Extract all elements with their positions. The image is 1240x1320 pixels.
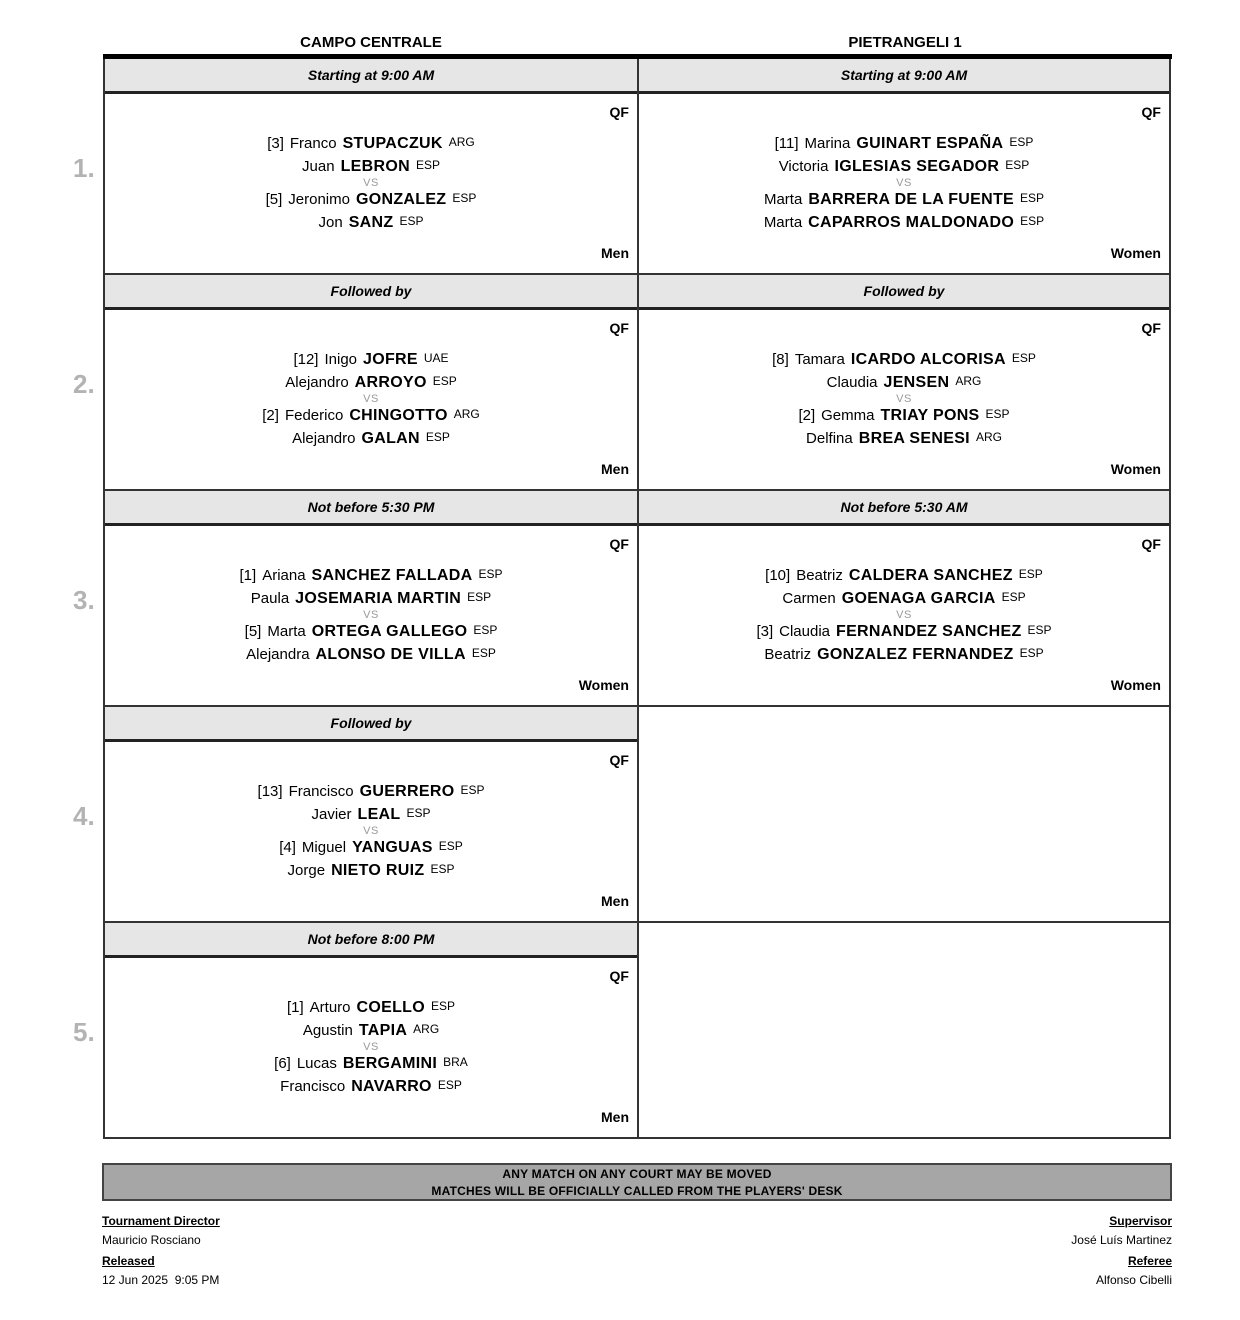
players (639, 132, 1169, 234)
round-label: QF (609, 968, 629, 984)
nationality: ESP (437, 1078, 462, 1092)
seed: [2] (798, 407, 816, 424)
round-label: QF (1141, 104, 1161, 120)
player (105, 1075, 637, 1098)
player (639, 211, 1169, 234)
schedule-row (73, 923, 1172, 1139)
last-name: COELLO (356, 999, 425, 1016)
first-name: Tamara (794, 351, 845, 368)
players (105, 132, 637, 234)
seed: [10] (765, 567, 791, 584)
court-header-pietrangeli-1: PIETRANGELI 1 (848, 34, 962, 51)
nationality: ARG (955, 374, 982, 388)
nationality: ESP (452, 191, 477, 205)
nationality: ESP (473, 623, 498, 637)
category-label: Men (601, 893, 629, 909)
player (105, 780, 637, 803)
last-name: BREA SENESI (858, 430, 970, 447)
player (105, 803, 637, 826)
first-name: Franco (289, 135, 337, 152)
match-time: Not before 5:30 PM (105, 491, 637, 526)
first-name: Marta (763, 214, 803, 231)
seed: [11] (774, 135, 799, 152)
nationality: ESP (1009, 135, 1034, 149)
match-cell (103, 491, 637, 707)
seed: [13] (257, 783, 283, 800)
nationality: ESP (406, 806, 431, 820)
first-name: Alejandro (285, 374, 349, 391)
player (639, 404, 1169, 427)
first-name: Francisco (280, 1078, 346, 1095)
first-name: Beatriz (764, 646, 812, 663)
vs-label: VS (896, 393, 912, 405)
first-name: Claudia (779, 623, 830, 640)
player (105, 155, 637, 178)
match-time: Not before 8:00 PM (105, 923, 637, 958)
nationality: ESP (430, 862, 455, 876)
first-name: Carmen (782, 590, 836, 607)
schedule-row (73, 491, 1172, 707)
match-cell (637, 275, 1171, 491)
match-body (105, 958, 637, 1139)
last-name: LEAL (357, 806, 401, 823)
released-timestamp: 12 Jun 2025 9:05 PM (102, 1273, 220, 1287)
seed: [3] (756, 623, 774, 640)
last-name: SANCHEZ FALLADA (311, 567, 473, 584)
empty-cell (637, 707, 1171, 923)
last-name: STUPACZUK (342, 135, 443, 152)
nationality: ARG (975, 430, 1002, 444)
seed: [5] (265, 191, 283, 208)
last-name: LEBRON (340, 158, 410, 175)
players (639, 564, 1169, 666)
player (639, 371, 1169, 394)
match-body (105, 742, 637, 923)
match-body (639, 94, 1169, 275)
category-label: Men (601, 245, 629, 261)
player (105, 859, 637, 882)
last-name: FERNANDEZ SANCHEZ (836, 623, 1022, 640)
match-body (105, 526, 637, 707)
round-label: QF (1141, 536, 1161, 552)
officials-right (1071, 1213, 1172, 1293)
seed: [1] (239, 567, 257, 584)
nationality: ESP (1018, 567, 1043, 581)
vs-label: VS (896, 609, 912, 621)
vs-label: VS (363, 825, 379, 837)
last-name: GUERRERO (359, 783, 455, 800)
player (105, 404, 637, 427)
first-name: Francisco (288, 783, 354, 800)
first-name: Alejandro (292, 430, 356, 447)
last-name: ALONSO DE VILLA (315, 646, 466, 663)
player (105, 188, 637, 211)
seed: [4] (279, 839, 296, 856)
match-body (105, 310, 637, 491)
first-name: Jeronimo (288, 191, 350, 208)
schedule-row (73, 59, 1172, 275)
notice-line-1: ANY MATCH ON ANY COURT MAY BE MOVED (502, 1167, 772, 1181)
round-label: QF (609, 752, 629, 768)
match-cell (103, 707, 637, 923)
player (639, 188, 1169, 211)
players (639, 348, 1169, 450)
nationality: ESP (415, 158, 440, 172)
player (105, 836, 637, 859)
first-name: Miguel (301, 839, 347, 856)
court-header-campo-centrale: CAMPO CENTRALE (300, 34, 442, 51)
row-number: 3. (73, 585, 95, 615)
player (105, 587, 637, 610)
first-name: Jon (318, 214, 343, 231)
match-time: Followed by (105, 707, 637, 742)
player (639, 155, 1169, 178)
player (105, 211, 637, 234)
first-name: Beatriz (796, 567, 843, 584)
vs-label: VS (363, 177, 379, 189)
player (105, 371, 637, 394)
empty-cell (637, 923, 1171, 1139)
last-name: GALAN (361, 430, 420, 447)
order-of-play-grid (73, 59, 1172, 1139)
seed: [8] (772, 351, 789, 368)
first-name: Claudia (826, 374, 878, 391)
last-name: ICARDO ALCORISA (850, 351, 1006, 368)
first-name: Arturo (309, 999, 351, 1016)
first-name: Alejandra (246, 646, 310, 663)
player (105, 564, 637, 587)
player (639, 587, 1169, 610)
schedule-row (73, 275, 1172, 491)
last-name: NIETO RUIZ (331, 862, 425, 879)
category-label: Men (601, 461, 629, 477)
nationality: ESP (431, 999, 456, 1013)
player (105, 1019, 637, 1042)
nationality: ESP (985, 407, 1010, 421)
last-name: TRIAY PONS (880, 407, 980, 424)
referee-label: Referee (1127, 1254, 1172, 1268)
nationality: BRA (443, 1055, 468, 1069)
nationality: ESP (1020, 191, 1045, 205)
row-number: 1. (73, 153, 95, 183)
player (105, 996, 637, 1019)
nationality: ARG (448, 135, 475, 149)
player (639, 564, 1169, 587)
nationality: ESP (1027, 623, 1052, 637)
nationality: ESP (425, 430, 450, 444)
last-name: IGLESIAS SEGADOR (834, 158, 1000, 175)
released-label: Released (102, 1254, 155, 1268)
last-name: BARRERA DE LA FUENTE (808, 191, 1015, 208)
match-cell (103, 923, 637, 1139)
nationality: ESP (1019, 646, 1044, 660)
match-body (639, 310, 1169, 491)
notice-line-2: MATCHES WILL BE OFFICIALLY CALLED FROM THE PLAYERS' DESK (431, 1184, 843, 1198)
nationality: ARG (413, 1022, 440, 1036)
nationality: ESP (1001, 590, 1026, 604)
last-name: CALDERA SANCHEZ (848, 567, 1013, 584)
last-name: SANZ (348, 214, 394, 231)
first-name: Victoria (778, 158, 829, 175)
seed: [1] (286, 999, 304, 1016)
category-label: Women (1110, 677, 1161, 693)
match-body (639, 526, 1169, 707)
match-time: Starting at 9:00 AM (639, 59, 1169, 94)
player (639, 620, 1169, 643)
seed: [2] (262, 407, 279, 424)
last-name: TAPIA (358, 1022, 408, 1039)
round-label: QF (1141, 320, 1161, 336)
row-number: 2. (73, 369, 95, 399)
round-label: QF (609, 536, 629, 552)
nationality: ESP (1005, 158, 1030, 172)
vs-label: VS (363, 1041, 379, 1053)
player (105, 643, 637, 666)
match-cell (103, 275, 637, 491)
last-name: CAPARROS MALDONADO (808, 214, 1015, 231)
last-name: ORTEGA GALLEGO (311, 623, 468, 640)
seed: [12] (293, 351, 319, 368)
category-label: Men (601, 1109, 629, 1125)
nationality: ESP (438, 839, 463, 853)
row-number: 5. (73, 1017, 95, 1047)
player (105, 1052, 637, 1075)
seed: [6] (274, 1055, 291, 1072)
first-name: Paula (250, 590, 290, 607)
notice-banner (102, 1163, 1172, 1201)
last-name: GONZALEZ FERNANDEZ (817, 646, 1014, 663)
first-name: Delfina (806, 430, 853, 447)
supervisor-name: José Luís Martinez (1071, 1233, 1172, 1247)
nationality: ESP (432, 374, 457, 388)
nationality: ESP (478, 567, 503, 581)
last-name: BERGAMINI (342, 1055, 438, 1072)
player (639, 427, 1169, 450)
match-time: Followed by (639, 275, 1169, 310)
last-name: YANGUAS (352, 839, 433, 856)
category-label: Women (1110, 245, 1161, 261)
match-time: Not before 5:30 AM (639, 491, 1169, 526)
vs-label: VS (363, 393, 379, 405)
first-name: Javier (311, 806, 352, 823)
player (105, 620, 637, 643)
tournament-director-label: Tournament Director (102, 1214, 220, 1228)
first-name: Marta (267, 623, 306, 640)
nationality: ESP (1011, 351, 1036, 365)
match-cell (637, 491, 1171, 707)
first-name: Federico (284, 407, 344, 424)
first-name: Marina (804, 135, 851, 152)
players (105, 348, 637, 450)
first-name: Jorge (287, 862, 326, 879)
vs-label: VS (896, 177, 912, 189)
last-name: JENSEN (883, 374, 950, 391)
category-label: Women (578, 677, 629, 693)
last-name: JOFRE (363, 351, 418, 368)
player (105, 132, 637, 155)
last-name: GUINART ESPAÑA (856, 135, 1004, 152)
referee-name: Alfonso Cibelli (1095, 1273, 1172, 1287)
category-label: Women (1110, 461, 1161, 477)
last-name: JOSEMARIA MARTIN (295, 590, 462, 607)
last-name: GONZALEZ (355, 191, 447, 208)
player (105, 348, 637, 371)
round-label: QF (609, 104, 629, 120)
match-cell (637, 59, 1171, 275)
officials-left (102, 1213, 220, 1293)
court-headers (104, 32, 1172, 54)
last-name: NAVARRO (351, 1078, 432, 1095)
tournament-director-name: Mauricio Rosciano (102, 1233, 201, 1247)
nationality: ESP (460, 783, 485, 797)
row-number: 4. (73, 801, 95, 831)
nationality: ARG (453, 407, 480, 421)
players (105, 996, 637, 1098)
player (639, 132, 1169, 155)
first-name: Ariana (262, 567, 306, 584)
vs-label: VS (363, 609, 379, 621)
players (105, 780, 637, 882)
nationality: ESP (399, 214, 424, 228)
nationality: ESP (471, 646, 496, 660)
last-name: GOENAGA GARCIA (841, 590, 996, 607)
player (639, 643, 1169, 666)
player (105, 427, 637, 450)
match-body (105, 94, 637, 275)
last-name: ARROYO (354, 374, 427, 391)
first-name: Gemma (821, 407, 875, 424)
first-name: Lucas (296, 1055, 337, 1072)
nationality: UAE (423, 351, 449, 365)
supervisor-label: Supervisor (1109, 1214, 1172, 1228)
round-label: QF (609, 320, 629, 336)
match-cell (103, 59, 637, 275)
first-name: Agustin (302, 1022, 353, 1039)
players (105, 564, 637, 666)
nationality: ESP (1020, 214, 1045, 228)
match-time: Starting at 9:00 AM (105, 59, 637, 94)
schedule-row (73, 707, 1172, 923)
player (639, 348, 1169, 371)
first-name: Juan (302, 158, 335, 175)
last-name: CHINGOTTO (349, 407, 448, 424)
nationality: ESP (467, 590, 492, 604)
match-time: Followed by (105, 275, 637, 310)
first-name: Marta (763, 191, 803, 208)
first-name: Inigo (324, 351, 358, 368)
seed: [3] (267, 135, 284, 152)
seed: [5] (244, 623, 262, 640)
